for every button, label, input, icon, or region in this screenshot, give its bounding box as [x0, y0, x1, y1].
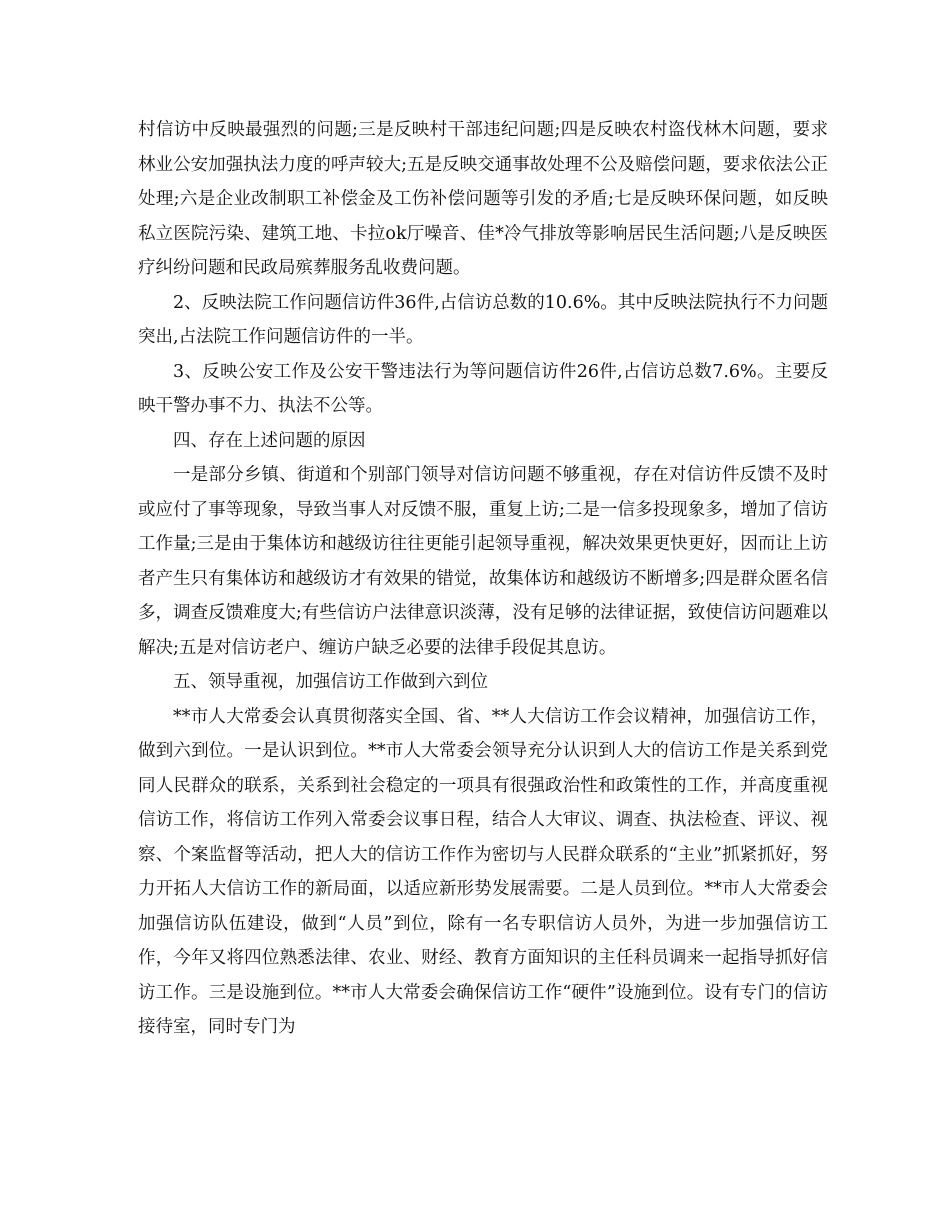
- paragraph-leadership: **市人大常委会认真贯彻落实全国、省、**人大信访工作会议精神，加强信访工作，做到六到位。一是认识到位。**市人大常委会领导充分认识到人大的信访工作是关系到党同人民群众的联系，关系到社会稳定的一项具有很强政治性和政策性的工作，并高度重视信访工作，将信访工作列入常委会议事日程，结合人大审议、调查、执法检查、评议、视察、个案监督等活动，把人大的信访工作作为密切与人民群众联系的“主业”抓紧抓好，努力开拓人大信访工作的新局面，以适应新形势发展需要。二是人员到位。**市人大常委会加强信访队伍建设，做到“人员”到位，除有一名专职信访人员外，为进一步加强信访工作，今年又将四位熟悉法律、农业、财经、教育方面知识的主任科员调来一起指导抓好信访工作。三是设施到位。**市人大常委会确保信访工作“硬件”设施到位。设有专门的信访接待室，同时专门为: [138, 706, 828, 1037]
- section-heading-causes: 四、存在上述问题的原因: [173, 430, 366, 451]
- paragraph-court-issues: 2、反映法院工作问题信访件36件,占信访总数的10.6%。其中反映法院执行不力问题突出,占法院工作问题信访件的一半。: [138, 292, 828, 347]
- paragraph-police-issues: 3、反映公安工作及公安干警违法行为等问题信访件26件,占信访总数7.6%。主要反映干警办事不力、执法不公等。: [138, 361, 828, 416]
- paragraph-continued: 村信访中反映最强烈的问题;三是反映村干部违纪问题;四是反映农村盗伐林木问题，要求林业公安加强执法力度的呼声较大;五是反映交通事故处理不公及赔偿问题，要求依法公正处理;六是企业改制职工补偿金及工伤补偿问题等引发的矛盾;七是反映环保问题，如反映私立医院污染、建筑工地、卡拉ok厅噪音、佳*冷气排放等影响居民生活问题;八是反映医疗纠纷问题和民政局殡葬服务乱收费问题。: [138, 120, 828, 278]
- section-heading-leadership: 五、领导重视，加强信访工作做到六到位: [173, 672, 488, 692]
- document-body: [138, 113, 828, 1045]
- paragraph-causes: 一是部分乡镇、街道和个别部门领导对信访问题不够重视，存在对信访件反馈不及时或应付了事等现象，导致当事人对反馈不服，重复上访;二是一信多投现象多，增加了信访工作量;三是由于集体访和越级访往往更能引起领导重视，解决效果更快更好，因而让上访者产生只有集体访和越级访才有效果的错觉，故集体访和越级访不断增多;四是群众匿名信多，调查反馈难度大;有些信访户法律意识淡薄，没有足够的法律证据，致使信访问题难以解决;五是对信访老户、缠访户缺乏必要的法律手段促其息访。: [138, 465, 828, 658]
